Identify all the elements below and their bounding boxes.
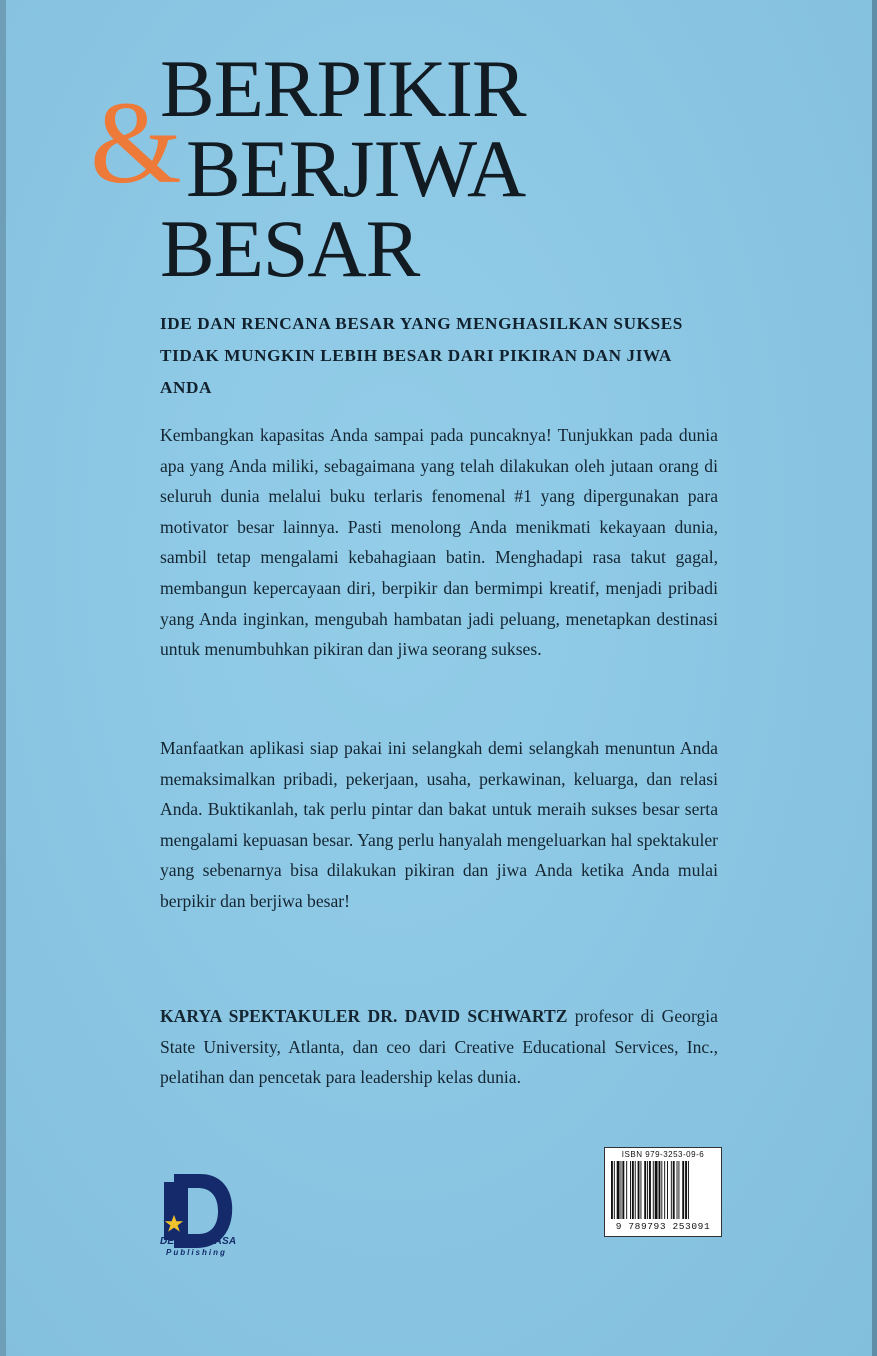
barcode-bar [688, 1161, 689, 1219]
barcode-bar [638, 1161, 640, 1219]
title-ampersand: & [90, 77, 182, 208]
ean-number: 9 789793 253091 [615, 1221, 711, 1232]
barcode-bar [617, 1161, 620, 1219]
barcode-bar [621, 1161, 622, 1219]
publisher-subname: Publishing [166, 1248, 227, 1257]
isbn-barcode [604, 1147, 722, 1237]
barcode-bar [653, 1161, 654, 1219]
cover-right-edge [872, 0, 877, 1356]
title-line-3: BESAR [160, 203, 420, 294]
barcode-bar [664, 1161, 665, 1219]
subheading: IDE DAN RENCANA BESAR YANG MENGHASILKAN SUKSES TIDAK MUNGKIN LEBIH BESAR DARI PIKIRAN DAN JIWA ANDA [160, 314, 683, 397]
barcode-bar [685, 1161, 687, 1219]
barcode-bar [635, 1161, 636, 1219]
description-paragraph-2: Manfaatkan aplikasi siap pakai ini selangkah demi selangkah menuntun Anda memaksimalkan pribadi, pekerjaan, usaha, perkawinan, keluarga, dan relasi Anda. Buktikanlah, tak perlu pintar dan bakat untuk meraih sukses besar serta mengalami kepuasan besar. Yang perlu hanyalah mengeluarkan hal spektakuler yang sebenarnya bisa dilakukan pikiran dan jiwa Anda ketika Anda mulai berpikir dan berjiwa besar! [160, 738, 718, 911]
author-credit: KARYA SPEKTAKULER DR. DAVID SCHWARTZ [160, 1006, 568, 1026]
barcode-bar [673, 1161, 675, 1219]
barcode-bar [632, 1161, 634, 1219]
barcode-bar [655, 1161, 658, 1219]
isbn-label: ISBN 979-3253-09-6 [621, 1150, 705, 1159]
barcode-bar [647, 1161, 648, 1219]
barcode-bar [682, 1161, 684, 1219]
cover-left-edge [0, 0, 6, 1356]
barcode-bar [630, 1161, 631, 1219]
barcode-bars [611, 1161, 715, 1219]
title-line-2: BERJIWA [186, 123, 526, 214]
barcode-bar [671, 1161, 672, 1219]
description-paragraph-1: Kembangkan kapasitas Anda sampai pada puncaknya! Tunjukkan pada dunia apa yang Anda miliki, sebagaimana yang telah dilakukan oleh jutaan orang di seluruh dunia melalui buku terlaris fenomenal #1 yang dipergunakan para motivator besar lainnya. Pasti menolong Anda menikmati kekayaan dunia, sambil tetap mengalami kebahagiaan batin. Menghadapi rasa takut gagal, membangun kepercayaan diri, berpikir dan bermimpi kreatif, menjadi pribadi yang Anda inginkan, mengubah hambatan jadi peluang, menetapkan destinasi untuk menumbuhkan pikiran dan jiwa seorang sukses. [160, 425, 718, 660]
barcode-bar [659, 1161, 661, 1219]
barcode-bar [614, 1161, 615, 1219]
barcode-bar [678, 1161, 679, 1219]
barcode-bar [622, 1161, 624, 1219]
author-paragraph [160, 1001, 718, 1093]
barcode-bar [667, 1161, 668, 1219]
barcode-bar [611, 1161, 613, 1219]
barcode-bar [677, 1161, 678, 1219]
barcode-bar [649, 1161, 651, 1219]
barcode-bar [661, 1161, 662, 1219]
title-line-1: BERPIKIR [160, 43, 526, 134]
author-bio: profesor di Georgia State University, Atlanta, dan ceo dari Creative Educational Services, Inc., pelatihan dan pencetak para leadership kelas dunia. [160, 1006, 718, 1088]
barcode-bar [644, 1161, 646, 1219]
barcode-bar [626, 1161, 627, 1219]
publisher-name: DELAPRATASA [160, 1236, 237, 1247]
barcode-bar [640, 1161, 641, 1219]
